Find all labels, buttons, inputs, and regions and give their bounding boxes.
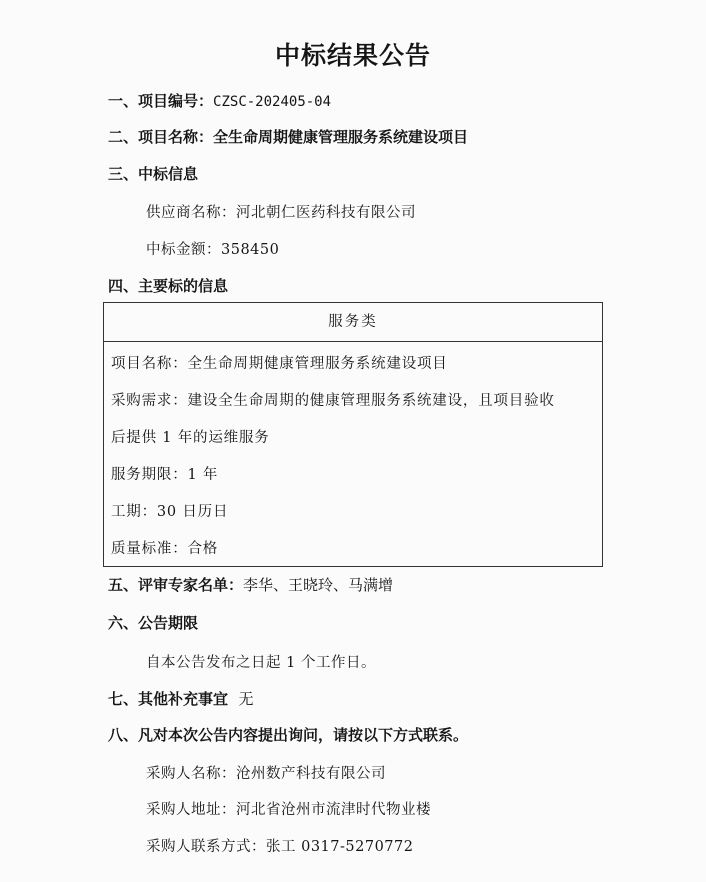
other-matters-value: 无	[238, 690, 254, 708]
section-number: 四、	[108, 277, 139, 295]
document-title: 中标结果公告	[274, 41, 431, 70]
section-label: 项目编号：	[138, 92, 214, 110]
section-label: 项目名称：	[138, 128, 214, 146]
purchaser-name: 采购人名称：沧州数产科技有限公司	[146, 766, 386, 782]
section-label: 凡对本次公告内容提出询问，请按以下方式联系。	[138, 726, 469, 744]
section-number: 二、	[108, 128, 139, 146]
table-row: 采购需求：建设全生命周期的健康管理服务系统建设，且项目验收	[111, 393, 555, 409]
winning-amount	[146, 238, 279, 259]
purchaser-address: 采购人地址：河北省沧州市流津时代物业楼	[146, 802, 431, 818]
table-row: 服务期限：1 年	[111, 467, 219, 483]
section-winning-info	[108, 163, 198, 184]
table-row: 项目名称：全生命周期健康管理服务系统建设项目	[111, 356, 448, 372]
section-other-matters	[108, 688, 254, 709]
section-label: 其他补充事宜	[138, 690, 229, 708]
section-label: 中标信息	[138, 165, 199, 183]
section-number: 七、	[108, 690, 139, 708]
amount-value: 358450	[221, 242, 280, 258]
table-header: 服务类	[104, 303, 602, 342]
section-number: 一、	[108, 92, 139, 110]
notice-period-text: 自本公告发布之日起 1 个工作日。	[146, 655, 376, 671]
project-number-value: CZSC-202405-04	[213, 94, 332, 110]
section-notice-period	[108, 612, 198, 633]
section-project-number	[108, 90, 331, 111]
subject-info-table	[103, 302, 603, 567]
purchaser-contact: 采购人联系方式：张工 0317-5270772	[146, 839, 414, 855]
section-main-subject	[108, 275, 228, 296]
section-number: 六、	[108, 614, 139, 632]
section-number: 八、	[108, 726, 139, 744]
section-project-name	[108, 126, 468, 147]
table-row: 工期：30 日历日	[111, 504, 229, 520]
table-row: 后提供 1 年的运维服务	[111, 430, 270, 446]
table-row: 质量标准：合格	[111, 541, 219, 557]
experts-value: 李华、王晓玲、马满增	[243, 576, 394, 594]
section-label: 主要标的信息	[138, 277, 229, 295]
section-label: 评审专家名单：	[138, 576, 244, 594]
amount-label: 中标金额：	[146, 242, 221, 258]
section-label: 公告期限	[138, 614, 199, 632]
section-number: 五、	[108, 576, 139, 594]
project-name-value: 全生命周期健康管理服务系统建设项目	[213, 128, 469, 146]
supplier-name: 供应商名称：河北朝仁医药科技有限公司	[146, 205, 416, 221]
section-number: 三、	[108, 165, 139, 183]
section-experts	[108, 574, 393, 595]
section-contact	[108, 724, 468, 745]
